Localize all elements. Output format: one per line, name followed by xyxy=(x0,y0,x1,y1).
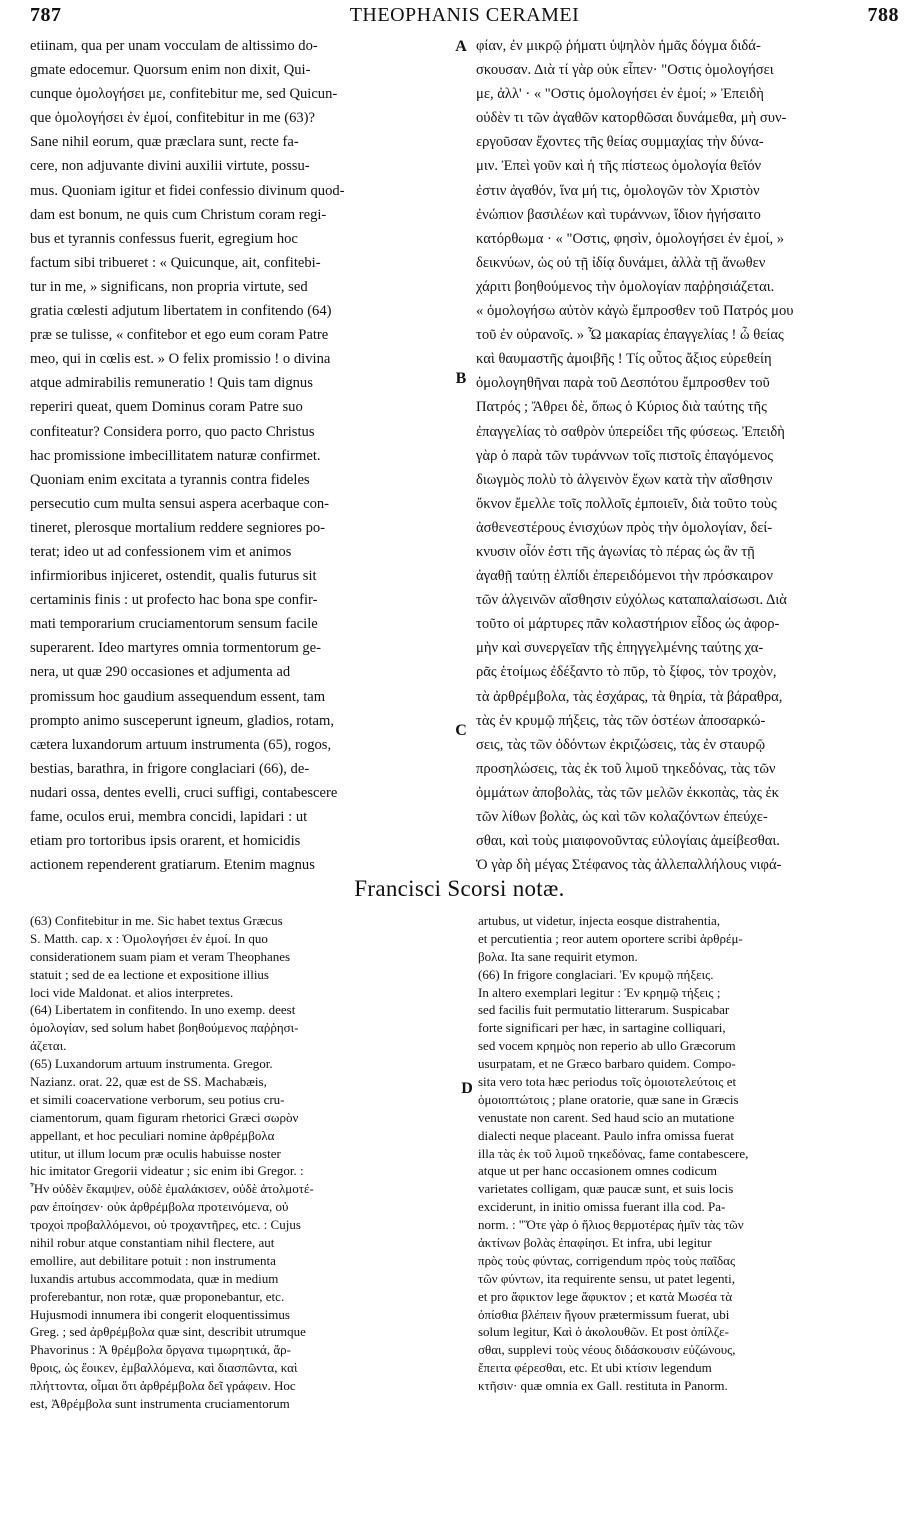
latin-text-line: nera, ut quæ 290 occasiones et adjumenta ad xyxy=(30,664,291,681)
note-line: atque ut per hanc occasionem omnes codicum xyxy=(478,1163,717,1179)
greek-text-line: ἐστιν ἀγαθόν, ἵνα μή τις, ὁμολογῶν τὸν Χριστὸν xyxy=(476,182,760,199)
page-number-right: 788 xyxy=(867,4,899,26)
note-line: hic imitator Gregorii videatur ; sic enim ibi Gregor. : xyxy=(30,1163,304,1179)
note-line: βολα. Ita sane requirit etymon. xyxy=(478,948,638,964)
margin-letter-d: D xyxy=(461,1080,473,1097)
latin-text-line: mati temporarium cruciamentorum sensum facile xyxy=(30,616,318,633)
note-line: loci vide Maldonat. et alios interpretes. xyxy=(30,984,234,1000)
note-line: S. Matth. cap. x : Ὁμολογήσει ἐν ἐμοί. In quo xyxy=(30,930,268,946)
greek-text-line: « ὁμολογήσω αὐτὸν κἀγὼ ἔμπροσθεν τοῦ Πατρός μου xyxy=(476,303,794,320)
greek-text-line: με, ἀλλ' · « "Οστις ὁμολογήσει ἐν ἐμοί; » Ἐπειδὴ xyxy=(476,86,764,103)
latin-text-line: que ὁμολογήσει ἐν ἐμοί, confitebitur in me (63)? xyxy=(30,110,316,127)
latin-text-line: bus et tyrannis confessus fuerit, egregium hoc xyxy=(30,230,298,247)
latin-text-line: cunque ὁμολογήσει με, confitebitur me, sed Quicun- xyxy=(30,86,338,103)
greek-text-line: χάριτι βοηθούμενος τὴν ὁμολογίαν παῤῥησιάζεται. xyxy=(476,278,775,295)
latin-text-line: fame, oculos erui, membra concidi, lapidari : ut xyxy=(30,809,308,825)
greek-text-line: τῶν λίθων βολὰς, ὡς καὶ τῶν κολαζόντων ἐπεύχε- xyxy=(476,809,768,825)
note-line: sita vero tota hæc periodus τοῖς ὁμοιοτελεύτοις et xyxy=(478,1074,737,1090)
latin-text-line: promissum hoc gaudium assequendum essent, tam xyxy=(30,688,326,705)
note-line: et pro ἄφικτον lege ἄφυκτον ; et κατὰ Μωσέα τὰ xyxy=(478,1288,733,1304)
note-line: άζεται. xyxy=(30,1038,67,1054)
latin-text-line: infirmioribus injiceret, ostendit, qualis futurus sit xyxy=(30,568,317,585)
latin-text-line: actionem rependerent gratiarum. Etenim magnus xyxy=(30,857,315,874)
note-line: exciderunt, in initio omissa fuerant illa cod. Pa- xyxy=(478,1199,726,1215)
greek-text-line: τὰ ἀρθρέμβολα, τὰς ἐσχάρας, τὰ θηρία, τὰ βάραθρα, xyxy=(476,688,783,705)
page-number-left: 787 xyxy=(30,4,62,26)
latin-text-line: meo, qui in cœlis est. » O felix promissio ! o divina xyxy=(30,351,331,368)
note-line: appellant, et hoc peculiari nomine ἀρθρέμβολα xyxy=(30,1127,275,1143)
note-line: Ἦν οὐδὲν ἔκαμψεν, οὐδὲ ἐμαλάκισεν, οὐδὲ ἀτολμοτέ- xyxy=(30,1181,314,1197)
greek-text-line: τοῦτο οἱ μάρτυρες πᾶν κολαστήριον εἶδος ὡς ἀφορ- xyxy=(476,616,780,633)
latin-text-line: certaminis finis : ut profecto hac bona spe confir- xyxy=(30,592,318,609)
latin-text-line: prompto animo susceperunt igneum, gladios, rotam, xyxy=(30,712,334,729)
latin-text-line: factum sibi tribueret : « Quicunque, ait, confitebi- xyxy=(30,254,321,271)
latin-text-line: reperiri queat, quem Dominus coram Patre suo xyxy=(30,399,303,416)
latin-text-line: etiinam, qua per unam vocculam de altissimo do- xyxy=(30,38,318,54)
greek-text-line: μιν. Ἐπεὶ γοῦν καὶ ἡ τῆς πίστεως ὁμολογία θεῖόν xyxy=(476,158,762,175)
running-title: THEOPHANIS CERAMEI xyxy=(349,4,580,26)
note-line: et simili coacervatione verborum, seu potius cru- xyxy=(30,1091,285,1107)
greek-text-line: ἐπαγγελίας τὸ σαθρὸν ὑπερείδει τῆς φύσεως. Ἐπειδὴ xyxy=(476,423,785,440)
note-line: usurpatam, et ne Græco barbaro quidem. Compo- xyxy=(478,1056,736,1072)
greek-text-line: ρᾶς ἑτοίμως ἐδέξαντο τὸ πῦρ, τὸ ξίφος, τὸν τροχὸν, xyxy=(476,664,777,681)
note-line: utitur, ut illum locum præ oculis habuisse noster xyxy=(30,1145,281,1161)
note-line: artubus, ut videtur, injecta eosque distrahentia, xyxy=(478,913,721,928)
note-line: solum legitur, Καὶ ὁ ἀκολουθῶν. Et post ὀπίλζε- xyxy=(478,1324,729,1340)
greek-text-line: κατόρθωμα · « "Οστις, φησὶν, ὁμολογήσει ἐν ἐμοί, » xyxy=(476,230,785,247)
latin-text-line: cere, non adjuvante divini auxilii virtute, possu- xyxy=(30,158,310,175)
note-line: ciamentorum, quam figuram rhetorici Græci σωρὸν xyxy=(30,1109,299,1125)
note-line: Hujusmodi innumera ibi congerit eloquentissimus xyxy=(30,1306,290,1322)
note-line: ἀκτίνων βολὰς ἐπαφίησι. Et infra, ubi legitur xyxy=(478,1235,712,1251)
latin-text-line: gmate edocemur. Quorsum enim non dixit, Qui- xyxy=(30,62,311,79)
note-line: considerationem suam piam et veram Theophanes xyxy=(30,948,291,964)
greek-text-line: τῶν ἀλγεινῶν αἴσθησιν εὐχόλως καταπαλαίσωσι. Διὰ xyxy=(476,592,787,609)
greek-text-line: ὁμολογηθῆναι παρὰ τοῦ Δεσπότου ἔμπροσθεν τοῦ xyxy=(476,375,770,392)
note-line: sed facilis fuit permutatio litterarum. Suspicabar xyxy=(478,1002,730,1018)
latin-text-line: gratia cœlesti adjutum libertatem in confitendo (64) xyxy=(30,303,332,320)
greek-text-line: ἀσθενεστέρους ἐνισχύων πρὸς τὴν ὁμολογίαν, δεί- xyxy=(476,519,773,536)
note-line: Phavorinus : Ἀ θρέμβολα ὄργανα τιμωρητικά, ἄρ- xyxy=(30,1342,291,1358)
greek-text-line: τὰς ἐν κρυμῷ πήξεις, τὰς τῶν ὀστέων ἀποσαρκώ- xyxy=(476,712,766,729)
note-line: πρὸς τοὺς φύντας, corrigendum πρὸς τοὺς παῖδας xyxy=(478,1252,736,1268)
note-line: (64) Libertatem in confitendo. In uno exemp. deest xyxy=(30,1002,296,1018)
greek-text-line: εργοῦσαν ἔχοντες τῆς θείας συμμαχίας τὴν δύνα- xyxy=(476,134,764,151)
margin-letter-a: A xyxy=(455,38,467,55)
greek-text-line: ἐνώπιον βασιλέων καὶ τυράννων, ἴδιον ἡγήσαιτο xyxy=(476,206,761,223)
greek-text-line: ἀγαθῇ ταύτῃ ἐλπίδι ἐπερειδόμενοι τὴν πρόσκαιρον xyxy=(476,568,773,585)
note-line: τῶν φύντων, ita requirente sensu, ut patet legenti, xyxy=(478,1270,735,1286)
note-line: Nazianz. orat. 22, quæ est de SS. Machabæis, xyxy=(30,1074,267,1090)
latin-text-line: hac promissione imbecillitatem naturæ confirmet. xyxy=(30,447,321,464)
note-line: venustate non carent. Sed haud scio an mutatione xyxy=(478,1109,735,1125)
note-line: illa τὰς ἐκ τοῦ λιμοῦ τηκεδόνας, fame contabescere, xyxy=(478,1145,749,1161)
greek-text-line: Πατρός ; Ἄθρει δὲ, ὅπως ὁ Κύριος διὰ ταύτης τῆς xyxy=(476,399,767,416)
note-line: dialecti neque placeant. Paulo infra omissa fuerat xyxy=(478,1127,734,1143)
latin-text-line: mus. Quoniam igitur et fidei confessio divinum quod- xyxy=(30,182,345,199)
note-line: ὁμολογίαν, sed solum habet βοηθούμενος παῤῥησι- xyxy=(30,1020,299,1036)
note-line: luxandis artubus accommodata, quæ in medium xyxy=(30,1270,279,1286)
greek-text-line: ὄκνον ἔμελλε τοῖς πολλοῖς ἐμποιεῖν, διὰ τοῦτο τοὺς xyxy=(476,495,777,512)
greek-text-line: προσηλώσεις, τὰς ἐκ τοῦ λιμοῦ τηκεδόνας, τὰς τῶν xyxy=(476,760,776,777)
greek-text-line: Ὁ γὰρ δὴ μέγας Στέφανος τὰς ἀλλεπαλλήλους νιφά- xyxy=(476,857,782,874)
greek-text-line: κνυσιν οἷόν ἐστι τῆς ἀγωνίας τὸ πέρας ὡς ἂν τῇ xyxy=(476,543,755,560)
note-line: In altero exemplari legitur : Ἐν κρημῷ τήξεις ; xyxy=(478,984,721,1000)
latin-text-line: cætera luxandorum artuum instrumenta (65), rogos, xyxy=(30,736,332,753)
greek-text-line: μὴν καὶ συνεργεῖαν τῆς ἐπηγγελμένης ταύτης χα- xyxy=(476,640,764,657)
latin-text-line: tur in me, » significans, non propria virtute, sed xyxy=(30,278,308,295)
note-line: ὀπίσθια βλέπειν ἤγουν prætermissum fuerat, ubi xyxy=(478,1306,730,1322)
latin-text-line: etiam pro tortoribus ipsis orarent, et homicidis xyxy=(30,833,301,850)
margin-letter-b: B xyxy=(455,370,467,387)
note-line: forte significari per hæc, in sartagine colliquari, xyxy=(478,1020,726,1036)
greek-text-column xyxy=(476,34,894,877)
greek-text-line: καὶ θαυμαστῆς ἀμοιβῆς ! Τίς οὗτος ἄξιος εὑρεθείη xyxy=(476,351,772,368)
greek-text-line: σεις, τὰς τῶν ὀδόντων ἐκριζώσεις, τὰς ἐν σταυρῷ xyxy=(476,736,766,753)
greek-text-line: φίαν, ἐν μικρῷ ῥήματι ὑψηλὸν ἡμᾶς δόγμα διδά- xyxy=(476,38,761,54)
note-line: est, Ἀθρέμβολα sunt instrumenta cruciamentorum xyxy=(30,1396,290,1412)
latin-text-line: Quoniam enim excitata a tyrannis contra fideles xyxy=(30,471,310,488)
latin-text-line: præ se tulisse, « confitebor et ego eum coram Patre xyxy=(30,327,329,344)
greek-text-line: σκουσαν. Διὰ τί γὰρ οὐκ εἶπεν· "Οστις ὁμολογήσει xyxy=(476,62,774,79)
note-line: θροις, ὡς ἔοικεν, ἐμβαλλόμενα, καὶ διασπῶντα, καὶ xyxy=(30,1360,298,1376)
note-line: et percutientia ; reor autem oportere scribi ἀρθρέμ- xyxy=(478,930,743,946)
latin-text-line: dam est bonum, ne quis cum Christum coram regi- xyxy=(30,206,327,223)
latin-text-line: tineret, plerosque mortalium reddere segniores po- xyxy=(30,519,326,536)
note-line: (63) Confitebitur in me. Sic habet textus Græcus xyxy=(30,913,283,928)
notes-heading: Francisci Scorsi notæ. xyxy=(354,876,565,901)
latin-text-line: atque admirabilis remuneratio ! Quis tam dignus xyxy=(30,375,313,392)
latin-text-line: nudari ossa, dentes evelli, cruci suffigi, contabescere xyxy=(30,784,338,801)
note-line: πλήττοντα, οἶμαι ὅτι ἀρθρέμβολα δεῖ γράφειν. Hoc xyxy=(30,1378,296,1394)
greek-text-line: σθαι, καὶ τοὺς μιαιφονοῦντας εὐλογίαις ἀμείβεσθαι. xyxy=(476,833,780,850)
latin-text-column xyxy=(30,34,448,877)
note-line: ραν ἐποίησεν· οὐκ ἀρθρέμβολα προτεινόμενα, οὐ xyxy=(30,1199,289,1215)
greek-text-line: οὐδὲν τι τῶν ἀγαθῶν κατορθῶσαι δυνάμεθα, μὴ συν- xyxy=(476,110,787,127)
greek-text-line: τοῦ ἐν οὐρανοῖς. » Ὦ μακαρίας ἐπαγγελίας ! ὦ θείας xyxy=(476,327,784,344)
note-line: sed vocem κρημὸς non reperio ab ullo Græcorum xyxy=(478,1038,736,1054)
latin-text-line: persecutio cum multa sensui aspera acerbaque con- xyxy=(30,495,330,512)
note-line: norm. : "Ὅτε γὰρ ὁ ἥλιος θερμοτέρας ἡμῖν τὰς τῶν xyxy=(478,1217,744,1233)
greek-text-line: ὀμμάτων ἀποβολὰς, τὰς τῶν μελῶν ἐκκοπὰς, τὰς ἐκ xyxy=(476,784,779,801)
note-line: emollire, aut debilitare potuit : non instrumenta xyxy=(30,1252,276,1268)
page-header xyxy=(30,4,899,30)
note-line: statuit ; sed de ea lectione et expositione illius xyxy=(30,966,269,982)
greek-text-line: διωγμὸς πολὺ τὸ ἀλγεινὸν ἔχων κατὰ τὴν αἴσθησιν xyxy=(476,471,773,488)
note-line: σθαι, supplevi τοὺς νέους διδάσκουσιν εὐζώνους, xyxy=(478,1342,736,1358)
greek-text-line: γὰρ ὁ παρὰ τῶν τυράννων τοῖς πιστοῖς ἐπαγόμενος xyxy=(476,447,774,464)
note-line: Greg. ; sed ἀρθρέμβολα quæ sint, describit utrumque xyxy=(30,1324,306,1340)
note-line: (66) In frigore conglaciari. Ἐν κρυμῷ πήξεις. xyxy=(478,966,714,982)
greek-text-line: δεικνύων, ὡς οὐ τῇ ἰδίᾳ δυνάμει, ἀλλὰ τῇ ἄνωθεν xyxy=(476,254,766,271)
notes-left-column xyxy=(30,912,460,1413)
note-line: τροχοὶ προβαλλόμενοι, οὐ τροχαντῆρες, etc. : Cujus xyxy=(30,1217,301,1233)
note-line: varietates colligam, quæ paucæ sunt, et suis locis xyxy=(478,1181,734,1197)
latin-text-line: confiteatur? Considera porro, quo pacto Christus xyxy=(30,423,315,440)
latin-text-line: terat; ideo ut ad confessionem vim et animos xyxy=(30,543,292,560)
note-line: ὁμοιοπτώτοις ; plane oratorie, quæ sane in Græcis xyxy=(478,1091,739,1107)
note-line: ἔπειτα φέρεσθαι, etc. Et ubi κτίσιν legendum xyxy=(478,1360,712,1376)
note-line: κτῆσιν· quæ omnia ex Gall. restituta in Panorm. xyxy=(478,1378,728,1394)
notes-right-column xyxy=(478,912,894,1395)
latin-text-line: bestias, barathra, in frigore conglaciari (66), de- xyxy=(30,760,310,777)
margin-letter-c: C xyxy=(455,722,467,739)
note-line: (65) Luxandorum artuum instrumenta. Gregor. xyxy=(30,1056,273,1072)
note-line: proferebantur, non rotæ, quæ proponebantur, etc. xyxy=(30,1288,285,1304)
latin-text-line: Sane nihil eorum, quæ præclara sunt, recte fa- xyxy=(30,134,299,151)
latin-text-line: superarent. Ideo martyres omnia tormentorum ge- xyxy=(30,640,321,657)
note-line: nihil robur atque constantiam nihil flectere, aut xyxy=(30,1235,275,1251)
